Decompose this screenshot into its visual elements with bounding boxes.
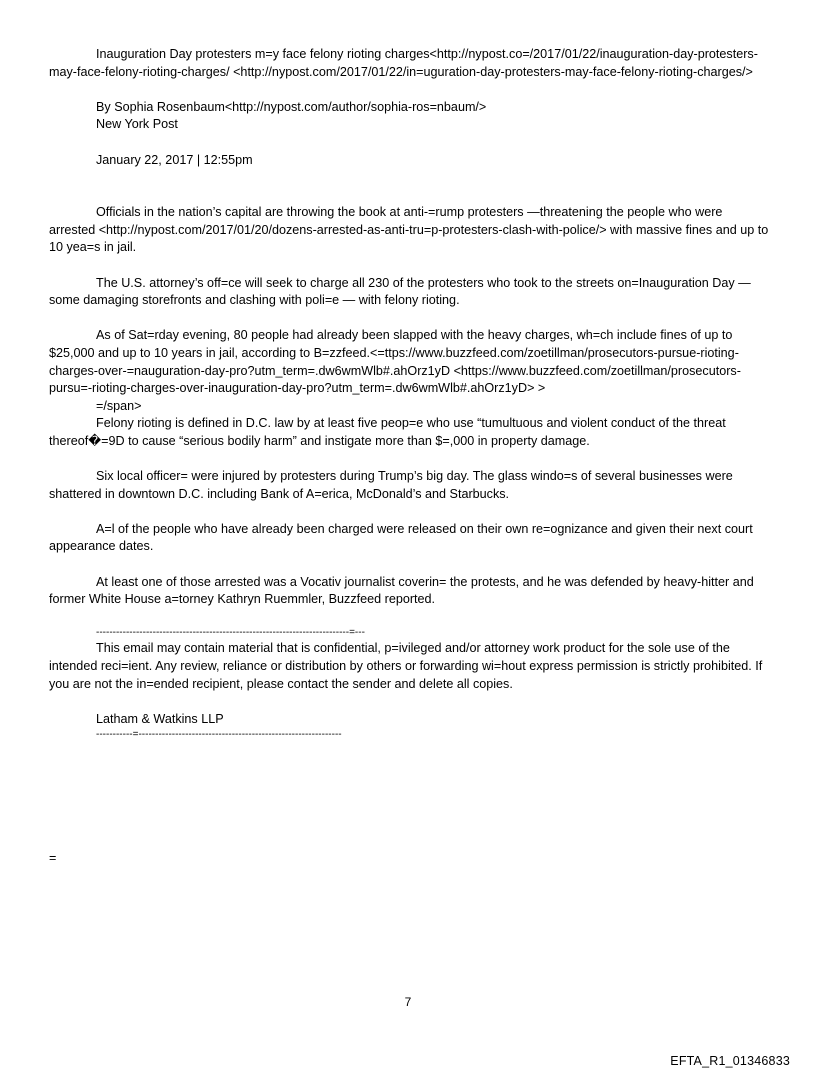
headline: Inauguration Day protesters m=y face felony rioting charges<http://nypost.co=/2017/01/22/inauguration-day-protesters-may-face-felony-rioting-charges/ <http://nypost.com/2017/01/22/in=uguration-day-protesters-may-face-felony-rioting-charges/> (49, 47, 758, 79)
paragraph: As of Sat=rday evening, 80 people had already been slapped with the heavy charges, wh=ch include fines of up to $25,000 and up to 10 years in jail, according to B=zzfeed.<=ttps://www.buzzfeed.com/zoetillman/prosecutors-pursue-rioting-charges-over-=nauguration-day-pro?utm_term=.dw6wmWlb#.ahOrz1yD <https://www.buzzfeed.com/zoetillman/prosecutors-pursu=-rioting-charges-over-inauguration-day-pro?utm_term=.dw6wmWlb#.ahOrz1yD> > (49, 328, 741, 396)
span-close-artifact: =/span> (96, 398, 142, 413)
separator-bottom: -----------=------------------------------------------------------------- (96, 729, 342, 741)
paragraph: Six local officer= were injured by protesters during Trump’s big day. The glass windo=s of several businesses were shattered in downtown D.C. including Bank of A=erica, McDonald’s and Starbucks. (49, 469, 733, 501)
trailing-artifact: = (49, 851, 57, 865)
dateline: January 22, 2017 | 12:55pm (96, 152, 253, 167)
paragraph: At least one of those arrested was a Vocativ journalist coverin= the protests, and he was defended by heavy-hitter and former White House a=torney Kathryn Ruemmler, Buzzfeed reported. (49, 574, 754, 607)
document-id: EFTA_R1_01346833 (670, 1054, 790, 1068)
publication: New York Post (96, 117, 178, 132)
separator-top: ----------------------------------------------------------------------------=--- (96, 627, 365, 639)
paragraph: Officials in the nation’s capital are throwing the book at anti-=rump protesters —threatening the people who were arrested <http://nypost.com/2017/01/20/dozens-arrested-as-anti-tru=p-protesters-clash-with-police/> with massive fines and up to 10 yea=s in jail. (49, 205, 769, 255)
page-number: 7 (404, 995, 412, 1009)
paragraph: Felony rioting is defined in D.C. law by at least five peop=e who use “tumultuous and violent conduct of the threat thereof�=9D to cause “serious bodily harm” and instigate more than $=,000 in property damage. (49, 416, 726, 448)
disclaimer: This email may contain material that is confidential, p=ivileged and/or attorney work product for the sole use of the intended reci=ient. Any review, reliance or distribution by others or forwarding wi=hout express permission is strictly prohibited. If you are not the in=ended recipient, please contact the sender and delete all copies. (49, 641, 763, 691)
paragraph: The U.S. attorney’s off=ce will seek to charge all 230 of the protesters who took to the streets on=Inauguration Day — some damaging storefronts and clashing with poli=e — with felony rioting. (49, 275, 751, 308)
byline: By Sophia Rosenbaum<http://nypost.com/author/sophia-ros=nbaum/> (96, 99, 487, 114)
firm-name: Latham & Watkins LLP (96, 711, 224, 726)
paragraph: A=l of the people who have already been charged were released on their own re=ognizance and given their next court appearance dates. (49, 521, 753, 554)
email-body (49, 46, 769, 742)
